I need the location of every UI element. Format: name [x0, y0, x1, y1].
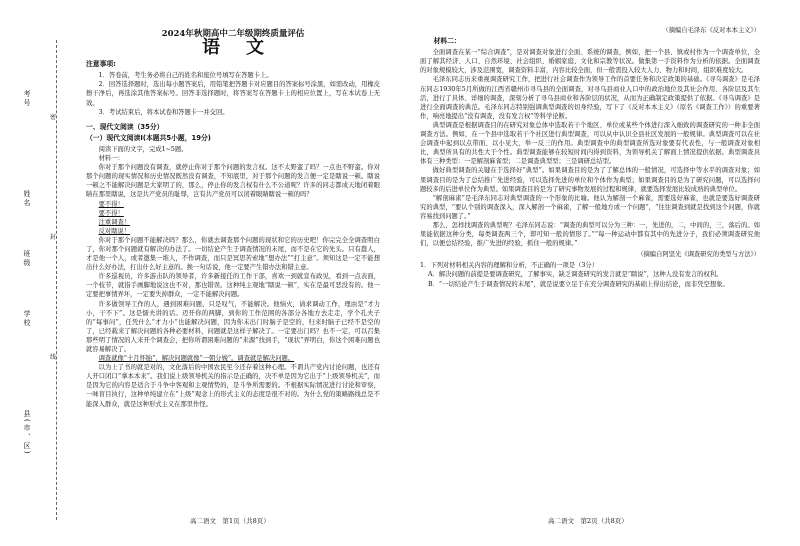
slogan: 注重调查！ — [98, 218, 131, 226]
paragraph: 许多巡视员，许多游击队的领导者，许多新接任的工作干部，喜欢一到就宣布政见，看到一点表面，一个枝节，就指手画脚地说这也不对，那也错误。这种纯主观地“瞎说一顿”，实在是最可恶没有的。他一定要把事情弄坏，一定要失掉群众，一定不能解决问题。 — [86, 273, 380, 299]
footer-page-2: 高二语文 第2页（共8页） — [548, 517, 628, 525]
seal-mark-xian: 线 — [50, 350, 56, 363]
seal-mark-feng: 封 — [50, 230, 56, 243]
field-class: 班级 — [23, 250, 31, 268]
question-option: B．“一切结论产生于调查情况的末尾”，就是说要立足于在充分调查研究的基础上得出结论，而非凭空想象。 — [428, 280, 729, 288]
binding-margin — [20, 40, 50, 520]
field-county: 县(市、区) — [23, 410, 31, 456]
paragraph: “解剖麻雀”是毛泽东同志对典型调查的一个形象的比喻。他认为解剖一个麻雀，需要选好麻雀，也就是要选好调查研究的典型，“要认个别的调查深入，深入解剖一个麻雀，了解一般地方或一个问题”，“往往调查到就是找到这个问题，你就容易找到问题了。” — [420, 194, 760, 220]
notice-item: 2．回答选择题时，选出每小题答案后，用铅笔把答题卡对应题目的答案标号涂黑，如需改动，用橡皮擦干净后，再选涂其他答案标号。回答非选择题时，将答案写在答题卡上的相应位置上，写在本试卷上无效。 — [86, 81, 380, 107]
notice-item: 1．答卷前，考生务必将自己的姓名和座位号填写在答题卡上。 — [98, 72, 273, 80]
paragraph: 那么，怎样找调查的典型呢？毛泽东同志说：“调查的典型可以分为三种：一，先进的，二，中间的，三，落后的。如果能依据这种分类，每类调查两三个，即可知一般的情形了。”“每一种运动中都有其中的先进分子，我们必须调查研究他们，以便总结经验，推广先进的经验，抓住一般的规律。” — [420, 221, 760, 248]
paragraph: 你对于那个问题没有调查，就停止你对于那个问题的发言权。这不太野蛮了吗？一点也不野蛮。你对那个问题的现实情况和历史情况既然没有调查，不知底里，对于那个问题的发言便一定是瞎说一顿。瞎说一顿之不能解决问题是大家明了的，那么，停止你的发言权有什么不公道呢？许多的同志都成天地闭着眼睛在那里瞎说，这是共产党员的耻辱，岂有共产党员可以闭着眼睛瞎说一顿的吗？ — [86, 164, 380, 199]
slogan: 要不得！ — [98, 200, 124, 208]
source-citation: （摘编自毛泽东《反对本本主义》） — [662, 27, 760, 34]
question-stem: 1．下列对材料相关内容的理解和分析，不正确的一项是（3分） — [420, 262, 599, 270]
right-page — [420, 24, 760, 289]
paragraph: 典型调查是根据调查目的在研究对象总体中选取若干个地区、单位或某些个体进行深入细致的调查研究的一种非全面调查方法。例如，在一个县中选取若干个社区进行典型调查，可以从中认识全县社区发展的一般规律。典型调查可以在社会调查中起到以点带面、以小见大，举一反三的作用。典型调查中的典型调查所选对象要有代表性，与一般调查对象相比，典型所具有的共性大于个性。典型调查能够在较短时间内得到资料，为领导机关了解面上情况提供依据。典型调查具体有三种类型：一是解剖麻雀型；二是调查典型型；三是调研总结型。 — [420, 121, 760, 166]
field-school: 学校 — [23, 310, 31, 328]
seal-dashed-line — [56, 40, 57, 520]
material-label: 材料二： — [433, 37, 461, 46]
notice-item: 3．考试结束后，将本试卷和答题卡一并交回。 — [98, 108, 229, 116]
subject-title: 语文 — [202, 37, 290, 59]
paragraph: 以为上了书的就是对的，文化落后的中国农民至今还存着这种心理。不谓共产党内讨论问题，也还有人开口闭口“拿本本来”。我们说上级领导机关的指示是正确的，决不单是因为它出于“上级领导机关”，而是因为它的内容是适合于斗争中客观和主观情势的，是斗争所需要的。不根据实际情况进行讨论和审察，一味盲目执行，这种单纯建立在“上级”观念上的形式主义的态度是很不对的。为什么党的策略路线总是不能深入群众，就是这种形式主义在那里作怪。 — [86, 364, 380, 408]
paragraph: 做好典型调查的关键在于选择好“典型”。如果调查目的是为了了解总体的一般情况，可选择中等水平的调查对象；如果调查目的是为了总结推广先进经验，可以选择先进的单位和个体作为典型；如果调查目的是为了研究问题，可以选择问题较多的后进单位作为典型。如果调查目的是为了研究事物发展的过程和规律，就要选择发展比较成熟的典型单位。 — [420, 167, 760, 193]
field-exam-number: 考号 — [23, 90, 31, 108]
paragraph: 全面调查在某一“综合调查”，是对调查对象进行全面、系统的调查，例如，把一个县、镇或村作为一个调查单位，全面了解其经济、人口、自然环境、社会组织、婚姻家庭、文化和宗教等状况。做集第一手资料作为分析的依据。全面调查的对象规模较大，涉及范围宽，调查资料丰富，内容比较全面，但一般需投入较大人力、物力和时间，组织难度较大。 — [420, 49, 760, 75]
footer-page-1: 高二语文 第1页（共8页） — [190, 517, 270, 525]
exam-title: 2024年秋期高中二年级期终质量评估 — [161, 29, 305, 39]
slogan: 要不得！ — [98, 209, 124, 217]
slogan: 反对瞎说！ — [98, 227, 131, 235]
sub-section-heading: （一）现代文阅读Ⅰ(本题共5小题，19分) — [86, 133, 211, 142]
paragraph: 许多做领导工作的人，遇到困难问题，只是叹气，不能解决。他恼火，请求调动工作，理由是“才力小，干不下”。这是懦夫讲的话。迈开你的两脚，到你的工作范围的各部分各地方去走走，学个孔夫子的“每事问”，任凭什么“才力小”也能解决问题，因为你未出门时脑子是空的，归来时脑子已经不是空的了，已经载来了解决问题的各种必要材料，问题就是这样子解决了。一定要出门吗？也不一定，可以召集那些明了情况的人来开个调查会，把你所谓困难问题的“来源”找到手，“现状”弄明白，你这个困难问题也就容易解决了。 — [86, 300, 380, 353]
paragraph: 调查就像“十月怀胎”，解决问题就像“一朝分娩”。调查就是解决问题。 — [98, 355, 295, 363]
question-option: A．解决问题的前提是要调查研究，了解事实，缺乏调查研究的发言就是“瞎说”，这种人没有发言的权利。 — [428, 271, 723, 279]
left-page — [86, 30, 380, 409]
notice-heading: 注意事项: — [86, 60, 116, 69]
instruction: 阅读下面的文字，完成1~5题。 — [98, 145, 188, 153]
material-label: 材料一： — [98, 155, 124, 163]
paragraph: 毛泽东同志历来重视调查研究工作，把进行社会调查作为领导工作的首要任务和决定政策的基础。《寻乌调查》是毛泽东同志1930年5月所做的江西省赣州市寻乌县的全面调查，对寻乌县商业人口中的政治地位及其社会作用、各阶层及其生活，进行了具体、详细的调查，深刻分析了寻乌县商业和各阶层的状况，从而为正确制定政策提供了依据。《寻乌调查》是进行全面调查的典范。毛泽东同志特别强调典型调查的切身经验，写下了《反对本本主义》（原名《调查工作》）的重要著作，响亮地提出“没有调查，没有发言权”等科学论断。 — [420, 76, 760, 120]
field-name: 姓名 — [23, 190, 31, 208]
seal-mark-mi: 密 — [50, 110, 56, 123]
source-citation: （摘编自阿坚光《调查研究的类型与方法》） — [637, 251, 760, 259]
section-heading: 一、现代文阅读（35分） — [86, 122, 164, 131]
paragraph: 你对于那个问题不能解决吗？那么，你就去调查那个问题的现状和它的历史吧！你完完全全调查明白了，你对那个问题就有解决的办法了。一切结论产生于调查情况的末尾，而不是在它的先头。只有蠢人，才是他一个人，或者邀集一堆人，不作调查，而只是冥思苦索地“想办法”“打主意”。须知这是一定不能想出什么好办法，打出什么好主意的。换一句话说，他一定要产生错办法和错主意。 — [86, 236, 380, 272]
